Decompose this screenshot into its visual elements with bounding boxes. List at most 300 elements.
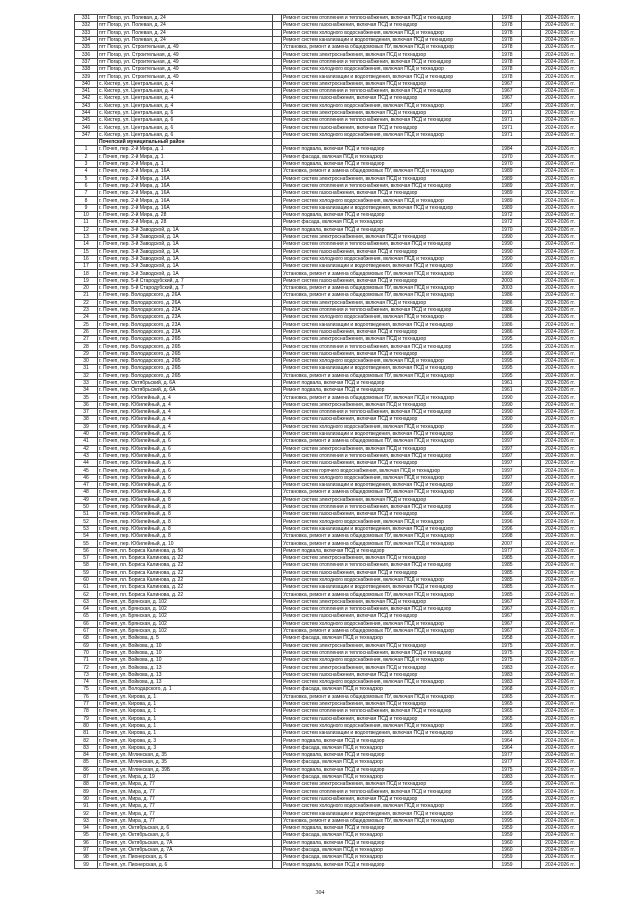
spacer-cell — [522, 51, 541, 58]
period-cell: 2024-2026 гг. — [541, 263, 580, 270]
row-number: 85 — [75, 759, 98, 766]
spacer-cell — [522, 759, 541, 766]
row-number: 66 — [75, 620, 98, 627]
address-cell: г. Почеп, ул. Кирова, д. 1 — [98, 700, 273, 707]
build-year-cell: 1990 — [493, 263, 522, 270]
spacer-cell — [273, 759, 282, 766]
address-cell: пгт Погар, ул. Полевая, д. 24 — [98, 22, 273, 29]
address-cell: г. Почеп, пл. Бориса Калинова, д. 22 — [98, 554, 273, 561]
row-number: 3 — [75, 160, 98, 167]
table-row — [75, 657, 580, 664]
work-type-cell: Ремонт фасада, включая ПСД и технадзор — [282, 846, 493, 853]
build-year-cell: 1989 — [493, 204, 522, 211]
row-number: 54 — [75, 533, 98, 540]
build-year-cell: 1984 — [493, 146, 522, 153]
row-number: 7 — [75, 190, 98, 197]
build-year-cell: 1975 — [493, 649, 522, 656]
build-year-cell: 1959 — [493, 861, 522, 868]
work-type-cell: Ремонт систем газоснабжения, включая ПСД и технадзор — [282, 671, 493, 678]
period-cell: 2024-2026 гг. — [541, 372, 580, 379]
spacer-cell — [273, 124, 282, 131]
spacer-cell — [273, 511, 282, 518]
spacer-cell — [273, 722, 282, 729]
spacer-cell — [522, 474, 541, 481]
address-cell: г. Почеп, пер. Юбилейный, д. 6 — [98, 467, 273, 474]
spacer-cell — [273, 277, 282, 284]
period-cell: 2024-2026 гг. — [541, 649, 580, 656]
address-cell: г. Почеп, пер. Юбилейный, д. 4 — [98, 409, 273, 416]
spacer-cell — [273, 204, 282, 211]
table-row — [75, 460, 580, 467]
table-row — [75, 175, 580, 182]
repair-schedule-body — [75, 15, 580, 869]
table-row — [75, 810, 580, 817]
table-row — [75, 708, 580, 715]
period-cell: 2024-2026 гг. — [541, 803, 580, 810]
period-cell: 2024-2026 гг. — [541, 212, 580, 219]
spacer-cell — [273, 87, 282, 94]
work-type-cell: Ремонт систем отопления и теплоснабжения, включая ПСД и технадзор — [282, 343, 493, 350]
spacer-cell — [273, 540, 282, 547]
row-number: 67 — [75, 627, 98, 634]
address-cell: г. Почеп, пер. Октябрьский, д. 6А — [98, 379, 273, 386]
spacer-cell — [522, 693, 541, 700]
spacer-cell — [273, 139, 282, 146]
work-type-cell: Ремонт систем канализации и водоотведения, включая ПСД и технадзор — [282, 482, 493, 489]
spacer-cell — [522, 95, 541, 102]
spacer-cell — [522, 226, 541, 233]
spacer-cell — [522, 846, 541, 853]
spacer-cell — [273, 131, 282, 138]
build-year-cell: 1985 — [493, 584, 522, 591]
table-row — [75, 788, 580, 795]
period-cell: 2024-2026 гг. — [541, 489, 580, 496]
spacer-cell — [273, 503, 282, 510]
work-type-cell: Ремонт систем канализации и водоотведения, включая ПСД и технадзор — [282, 430, 493, 437]
build-year-cell: 1997 — [493, 445, 522, 452]
table-row — [75, 58, 580, 65]
spacer-cell — [522, 817, 541, 824]
row-number: 338 — [75, 66, 98, 73]
work-type-cell: Ремонт систем канализации и водоотведения, включая ПСД и технадзор — [282, 584, 493, 591]
work-type-cell: Ремонт систем электроснабжения, включая ПСД и технадзор — [282, 80, 493, 87]
table-row — [75, 613, 580, 620]
table-row — [75, 226, 580, 233]
address-cell: г. Почеп, пер. 2-й Мира, д. 16А — [98, 175, 273, 182]
period-cell: 2024-2026 гг. — [541, 44, 580, 51]
table-row — [75, 168, 580, 175]
spacer-cell — [273, 44, 282, 51]
spacer-cell — [522, 788, 541, 795]
spacer-cell — [273, 394, 282, 401]
work-type-cell: Ремонт фасада, включая ПСД и технадзор — [282, 686, 493, 693]
row-number: 8 — [75, 197, 98, 204]
spacer-cell — [522, 219, 541, 226]
period-cell: 2024-2026 гг. — [541, 554, 580, 561]
work-type-cell: Ремонт систем отопления и теплоснабжения, включая ПСД и технадзор — [282, 708, 493, 715]
table-row — [75, 846, 580, 853]
spacer-cell — [522, 664, 541, 671]
row-number: 17 — [75, 263, 98, 270]
work-type-cell: Ремонт подвала, включая ПСД и технадзор — [282, 824, 493, 831]
row-number: 78 — [75, 708, 98, 715]
work-type-cell: Ремонт подвала, включая ПСД и технадзор — [282, 387, 493, 394]
address-cell: г. Почеп, ул. Войкова, д. 5 — [98, 635, 273, 642]
spacer-cell — [273, 700, 282, 707]
address-cell: г. Почеп, пер. 3-й Заводской, д. 1А — [98, 263, 273, 270]
build-year-cell: 1975 — [493, 657, 522, 664]
spacer-cell — [273, 117, 282, 124]
spacer-cell — [522, 270, 541, 277]
table-row — [75, 824, 580, 831]
build-year-cell: 1960 — [493, 846, 522, 853]
address-cell: г. Почеп, пер. Юбилейный, д. 6 — [98, 438, 273, 445]
period-cell: 2024-2026 гг. — [541, 241, 580, 248]
spacer-cell — [273, 299, 282, 306]
spacer-cell — [273, 569, 282, 576]
work-type-cell: Ремонт систем электроснабжения, включая ПСД и технадзор — [282, 445, 493, 452]
table-row — [75, 467, 580, 474]
address-cell: г. Почеп, ул. Войкова, д. 13 — [98, 664, 273, 671]
period-cell: 2024-2026 гг. — [541, 226, 580, 233]
spacer-cell — [522, 175, 541, 182]
table-row — [75, 102, 580, 109]
spacer-cell — [273, 642, 282, 649]
spacer-cell — [522, 803, 541, 810]
address-cell: г. Почеп, ул. Володарского, д. 1 — [98, 686, 273, 693]
spacer-cell — [522, 584, 541, 591]
row-number: 24 — [75, 314, 98, 321]
work-type-cell: Ремонт систем отопления и теплоснабжения, включая ПСД и технадзор — [282, 87, 493, 94]
period-cell: 2024-2026 гг. — [541, 292, 580, 299]
build-year-cell: 1985 — [493, 569, 522, 576]
table-row — [75, 416, 580, 423]
spacer-cell — [273, 533, 282, 540]
row-number: 82 — [75, 737, 98, 744]
spacer-cell — [273, 620, 282, 627]
period-cell: 2024-2026 гг. — [541, 781, 580, 788]
spacer-cell — [273, 160, 282, 167]
row-number: 346 — [75, 124, 98, 131]
work-type-cell: Ремонт систем электроснабжения, включая ПСД и технадзор — [282, 598, 493, 605]
build-year-cell: 1985 — [493, 576, 522, 583]
build-year-cell: 1965 — [493, 708, 522, 715]
spacer-cell — [273, 686, 282, 693]
address-cell: г. Почеп, пл. Бориса Калинова, д. 22 — [98, 576, 273, 583]
table-row — [75, 51, 580, 58]
address-cell: с. Кистер, ул. Центральная, д. 4 — [98, 87, 273, 94]
table-row — [75, 854, 580, 861]
work-type-cell: Ремонт систем канализации и водоотведения, включая ПСД и технадзор — [282, 36, 493, 43]
row-number: 11 — [75, 219, 98, 226]
build-year-cell: 1997 — [493, 467, 522, 474]
work-type-cell: Ремонт систем холодного водоснабжения, включая ПСД и технадзор — [282, 803, 493, 810]
address-cell: г. Почеп, пер. 2-й Мира, д. 28 — [98, 219, 273, 226]
spacer-cell — [273, 328, 282, 335]
build-year-cell: 1990 — [493, 248, 522, 255]
address-cell: г. Почеп, пер. Володарского, д. 26Б — [98, 350, 273, 357]
address-cell: г. Почеп, пер. Володарского, д. 23А — [98, 306, 273, 313]
work-type-cell: Ремонт систем отопления и теплоснабжения, включая ПСД и технадзор — [282, 306, 493, 313]
work-type-cell: Ремонт систем холодного водоснабжения, включая ПСД и технадзор — [282, 29, 493, 36]
table-row — [75, 109, 580, 116]
row-number: 98 — [75, 854, 98, 861]
period-cell: 2024-2026 гг. — [541, 255, 580, 262]
table-row — [75, 533, 580, 540]
table-row — [75, 452, 580, 459]
period-cell: 2024-2026 гг. — [541, 700, 580, 707]
spacer-cell — [273, 810, 282, 817]
spacer-cell — [522, 511, 541, 518]
spacer-cell — [522, 321, 541, 328]
work-type-cell: Ремонт систем электроснабжения, включая ПСД и технадзор — [282, 496, 493, 503]
spacer-cell — [273, 576, 282, 583]
spacer-cell — [522, 350, 541, 357]
work-type-cell: Ремонт фасада, включая ПСД и технадзор — [282, 854, 493, 861]
work-type-cell: Установка, ремонт и замена общедомовых ПУ, включая ПСД и технадзор — [282, 44, 493, 51]
spacer-cell — [273, 803, 282, 810]
period-cell: 2024-2026 гг. — [541, 51, 580, 58]
build-year-cell: 1983 — [493, 773, 522, 780]
address-cell: г. Почеп, пер. Юбилейный, д. 6 — [98, 474, 273, 481]
address-cell: г. Почеп, пер. 2-й Мира, д. 28 — [98, 212, 273, 219]
period-cell: 2024-2026 гг. — [541, 810, 580, 817]
table-row — [75, 766, 580, 773]
work-type-cell: Установка, ремонт и замена общедомовых ПУ, включая ПСД и технадзор — [282, 693, 493, 700]
address-cell: г. Почеп, пер. 2-й Мира, д. 16А — [98, 197, 273, 204]
address-cell: г. Почеп, пер. Юбилейный, д. 8 — [98, 518, 273, 525]
work-type-cell: Ремонт систем газоснабжения, включая ПСД и технадзор — [282, 511, 493, 518]
spacer-cell — [273, 525, 282, 532]
build-year-cell: 1967 — [493, 87, 522, 94]
build-year-cell: 1995 — [493, 817, 522, 824]
spacer-cell — [273, 29, 282, 36]
build-year-cell: 1971 — [493, 117, 522, 124]
build-year-cell: 1985 — [493, 562, 522, 569]
row-number: 49 — [75, 496, 98, 503]
spacer-cell — [273, 387, 282, 394]
period-cell: 2024-2026 гг. — [541, 168, 580, 175]
build-year-cell: 1997 — [493, 460, 522, 467]
address-cell: г. Почеп, пер. Володарского, д. 26Б — [98, 365, 273, 372]
spacer-cell — [522, 241, 541, 248]
address-cell: г. Почеп, ул. Мира, д. 19 — [98, 773, 273, 780]
spacer-cell — [273, 379, 282, 386]
build-year-cell: 1996 — [493, 503, 522, 510]
table-row — [75, 540, 580, 547]
spacer-cell — [273, 357, 282, 364]
address-cell: г. Почеп, пер. Юбилейный, д. 8 — [98, 496, 273, 503]
row-number: 9 — [75, 204, 98, 211]
period-cell: 2024-2026 гг. — [541, 788, 580, 795]
period-cell: 2024-2026 гг. — [541, 314, 580, 321]
row-number: 70 — [75, 649, 98, 656]
spacer-cell — [273, 102, 282, 109]
spacer-cell — [522, 562, 541, 569]
period-cell: 2024-2026 гг. — [541, 854, 580, 861]
spacer-cell — [522, 824, 541, 831]
address-cell: с. Кистер, ул. Центральная, д. 4 — [98, 95, 273, 102]
address-cell: г. Почеп, ул. Войкова, д. 10 — [98, 657, 273, 664]
table-row — [75, 409, 580, 416]
spacer-cell — [522, 518, 541, 525]
period-cell: 2024-2026 гг. — [541, 525, 580, 532]
spacer-cell — [522, 182, 541, 189]
row-number: 50 — [75, 503, 98, 510]
row-number: 340 — [75, 80, 98, 87]
spacer-cell — [522, 489, 541, 496]
table-row — [75, 554, 580, 561]
spacer-cell — [522, 554, 541, 561]
build-year-cell: 1958 — [493, 635, 522, 642]
period-cell: 2024-2026 гг. — [541, 518, 580, 525]
spacer-cell — [273, 627, 282, 634]
spacer-cell — [522, 613, 541, 620]
table-row — [75, 36, 580, 43]
spacer-cell — [522, 153, 541, 160]
work-type-cell: Ремонт систем холодного водоснабжения, включая ПСД и технадзор — [282, 518, 493, 525]
row-number: 92 — [75, 810, 98, 817]
work-type-cell: Ремонт систем холодного водоснабжения, включая ПСД и технадзор — [282, 576, 493, 583]
period-cell: 2024-2026 гг. — [541, 321, 580, 328]
work-type-cell: Ремонт систем электроснабжения, включая ПСД и технадзор — [282, 51, 493, 58]
table-row — [75, 700, 580, 707]
build-year-cell: 1986 — [493, 292, 522, 299]
address-cell: г. Почеп, пер. 2-й Мира, д. 1 — [98, 153, 273, 160]
row-number: 48 — [75, 489, 98, 496]
row-number: 337 — [75, 58, 98, 65]
build-year-cell: 1971 — [493, 124, 522, 131]
row-number: 65 — [75, 613, 98, 620]
spacer-cell — [522, 861, 541, 868]
work-type-cell: Ремонт систем отопления и теплоснабжения, включая ПСД и технадзор — [282, 452, 493, 459]
build-year-cell: 1960 — [493, 839, 522, 846]
build-year-cell: 1967 — [493, 620, 522, 627]
period-cell: 2024-2026 гг. — [541, 708, 580, 715]
period-cell: 2024-2026 гг. — [541, 124, 580, 131]
build-year-cell: 1972 — [493, 212, 522, 219]
address-cell: г. Почеп, пер. Юбилейный, д. 10 — [98, 540, 273, 547]
table-row — [75, 284, 580, 291]
table-row — [75, 525, 580, 532]
work-type-cell: Ремонт систем газоснабжения, включая ПСД и технадзор — [282, 715, 493, 722]
address-cell: пгт Погар, ул. Полевая, д. 24 — [98, 36, 273, 43]
build-year-cell: 1967 — [493, 606, 522, 613]
spacer-cell — [522, 22, 541, 29]
spacer-cell — [273, 416, 282, 423]
address-cell: г. Почеп, ул. Мира, д. 77 — [98, 795, 273, 802]
spacer-cell — [522, 146, 541, 153]
address-cell: г. Почеп, пер. Юбилейный, д. 6 — [98, 460, 273, 467]
spacer-cell — [522, 591, 541, 598]
spacer-cell — [273, 51, 282, 58]
build-year-cell: 1998 — [493, 533, 522, 540]
table-row — [75, 679, 580, 686]
table-row — [75, 190, 580, 197]
spacer-cell — [273, 314, 282, 321]
row-number: 29 — [75, 350, 98, 357]
work-type-cell: Ремонт фасада, включая ПСД и технадзор — [282, 635, 493, 642]
build-year-cell: 2007 — [493, 540, 522, 547]
spacer-cell — [273, 452, 282, 459]
table-row — [75, 357, 580, 364]
spacer-cell — [522, 722, 541, 729]
address-cell: г. Почеп, пер. 5-й Стародубский, д. 7 — [98, 277, 273, 284]
work-type-cell: Ремонт систем электроснабжения, включая ПСД и технадзор — [282, 109, 493, 116]
spacer-cell — [522, 314, 541, 321]
period-cell: 2024-2026 гг. — [541, 452, 580, 459]
address-cell: г. Почеп, пер. 2-й Мира, д. 1 — [98, 146, 273, 153]
spacer-cell — [522, 29, 541, 36]
row-number: 53 — [75, 525, 98, 532]
work-type-cell: Установка, ремонт и замена общедомовых ПУ, включая ПСД и технадзор — [282, 489, 493, 496]
row-number: 4 — [75, 168, 98, 175]
build-year-cell: 1972 — [493, 219, 522, 226]
build-year-cell: 1978 — [493, 44, 522, 51]
build-year-cell: 1995 — [493, 803, 522, 810]
spacer-cell — [522, 423, 541, 430]
row-number: 15 — [75, 248, 98, 255]
spacer-cell — [522, 233, 541, 240]
spacer-cell — [522, 533, 541, 540]
spacer-cell — [522, 642, 541, 649]
row-number: 56 — [75, 547, 98, 554]
row-number: 91 — [75, 803, 98, 810]
address-cell: г. Почеп, пер. Юбилейный, д. 4 — [98, 423, 273, 430]
spacer-cell — [273, 190, 282, 197]
address-cell: г. Почеп, ул. Кирова, д. 1 — [98, 730, 273, 737]
spacer-cell — [522, 372, 541, 379]
build-year-cell: 1995 — [493, 795, 522, 802]
row-number: 331 — [75, 15, 98, 22]
spacer-cell — [522, 73, 541, 80]
period-cell: 2024-2026 гг. — [541, 15, 580, 22]
period-cell: 2024-2026 гг. — [541, 343, 580, 350]
spacer-cell — [522, 44, 541, 51]
table-row — [75, 832, 580, 839]
table-row — [75, 343, 580, 350]
spacer-cell — [273, 365, 282, 372]
work-type-cell: Ремонт подвала, включая ПСД и технадзор — [282, 766, 493, 773]
work-type-cell: Установка, ремонт и замена общедомовых ПУ, включая ПСД и технадзор — [282, 394, 493, 401]
build-year-cell: 1978 — [493, 29, 522, 36]
spacer-cell — [522, 109, 541, 116]
spacer-cell — [273, 146, 282, 153]
row-number: 79 — [75, 715, 98, 722]
row-number: 332 — [75, 22, 98, 29]
address-cell: г. Почеп, пер. Юбилейный, д. 6 — [98, 482, 273, 489]
row-number: 335 — [75, 44, 98, 51]
table-row — [75, 664, 580, 671]
address-cell: г. Почеп, ул. Мглинская, д. 35 — [98, 751, 273, 758]
table-row — [75, 15, 580, 22]
address-cell: Почепский муниципальный район — [98, 139, 273, 146]
period-cell: 2024-2026 гг. — [541, 22, 580, 29]
work-type-cell: Установка, ремонт и замена общедомовых ПУ, включая ПСД и технадзор — [282, 540, 493, 547]
table-row — [75, 839, 580, 846]
address-cell: г. Почеп, пер. Октябрьский, д. 6А — [98, 387, 273, 394]
spacer-cell — [273, 751, 282, 758]
row-number: 26 — [75, 328, 98, 335]
work-type-cell: Ремонт систем холодного водоснабжения, включая ПСД и технадзор — [282, 314, 493, 321]
table-row — [75, 671, 580, 678]
build-year-cell: 1977 — [493, 759, 522, 766]
spacer-cell — [522, 467, 541, 474]
work-type-cell: Ремонт систем отопления и теплоснабжения, включая ПСД и технадзор — [282, 182, 493, 189]
row-number: 88 — [75, 781, 98, 788]
address-cell: г. Почеп, пер. 3-й Заводской, д. 1А — [98, 255, 273, 262]
period-cell: 2024-2026 гг. — [541, 80, 580, 87]
